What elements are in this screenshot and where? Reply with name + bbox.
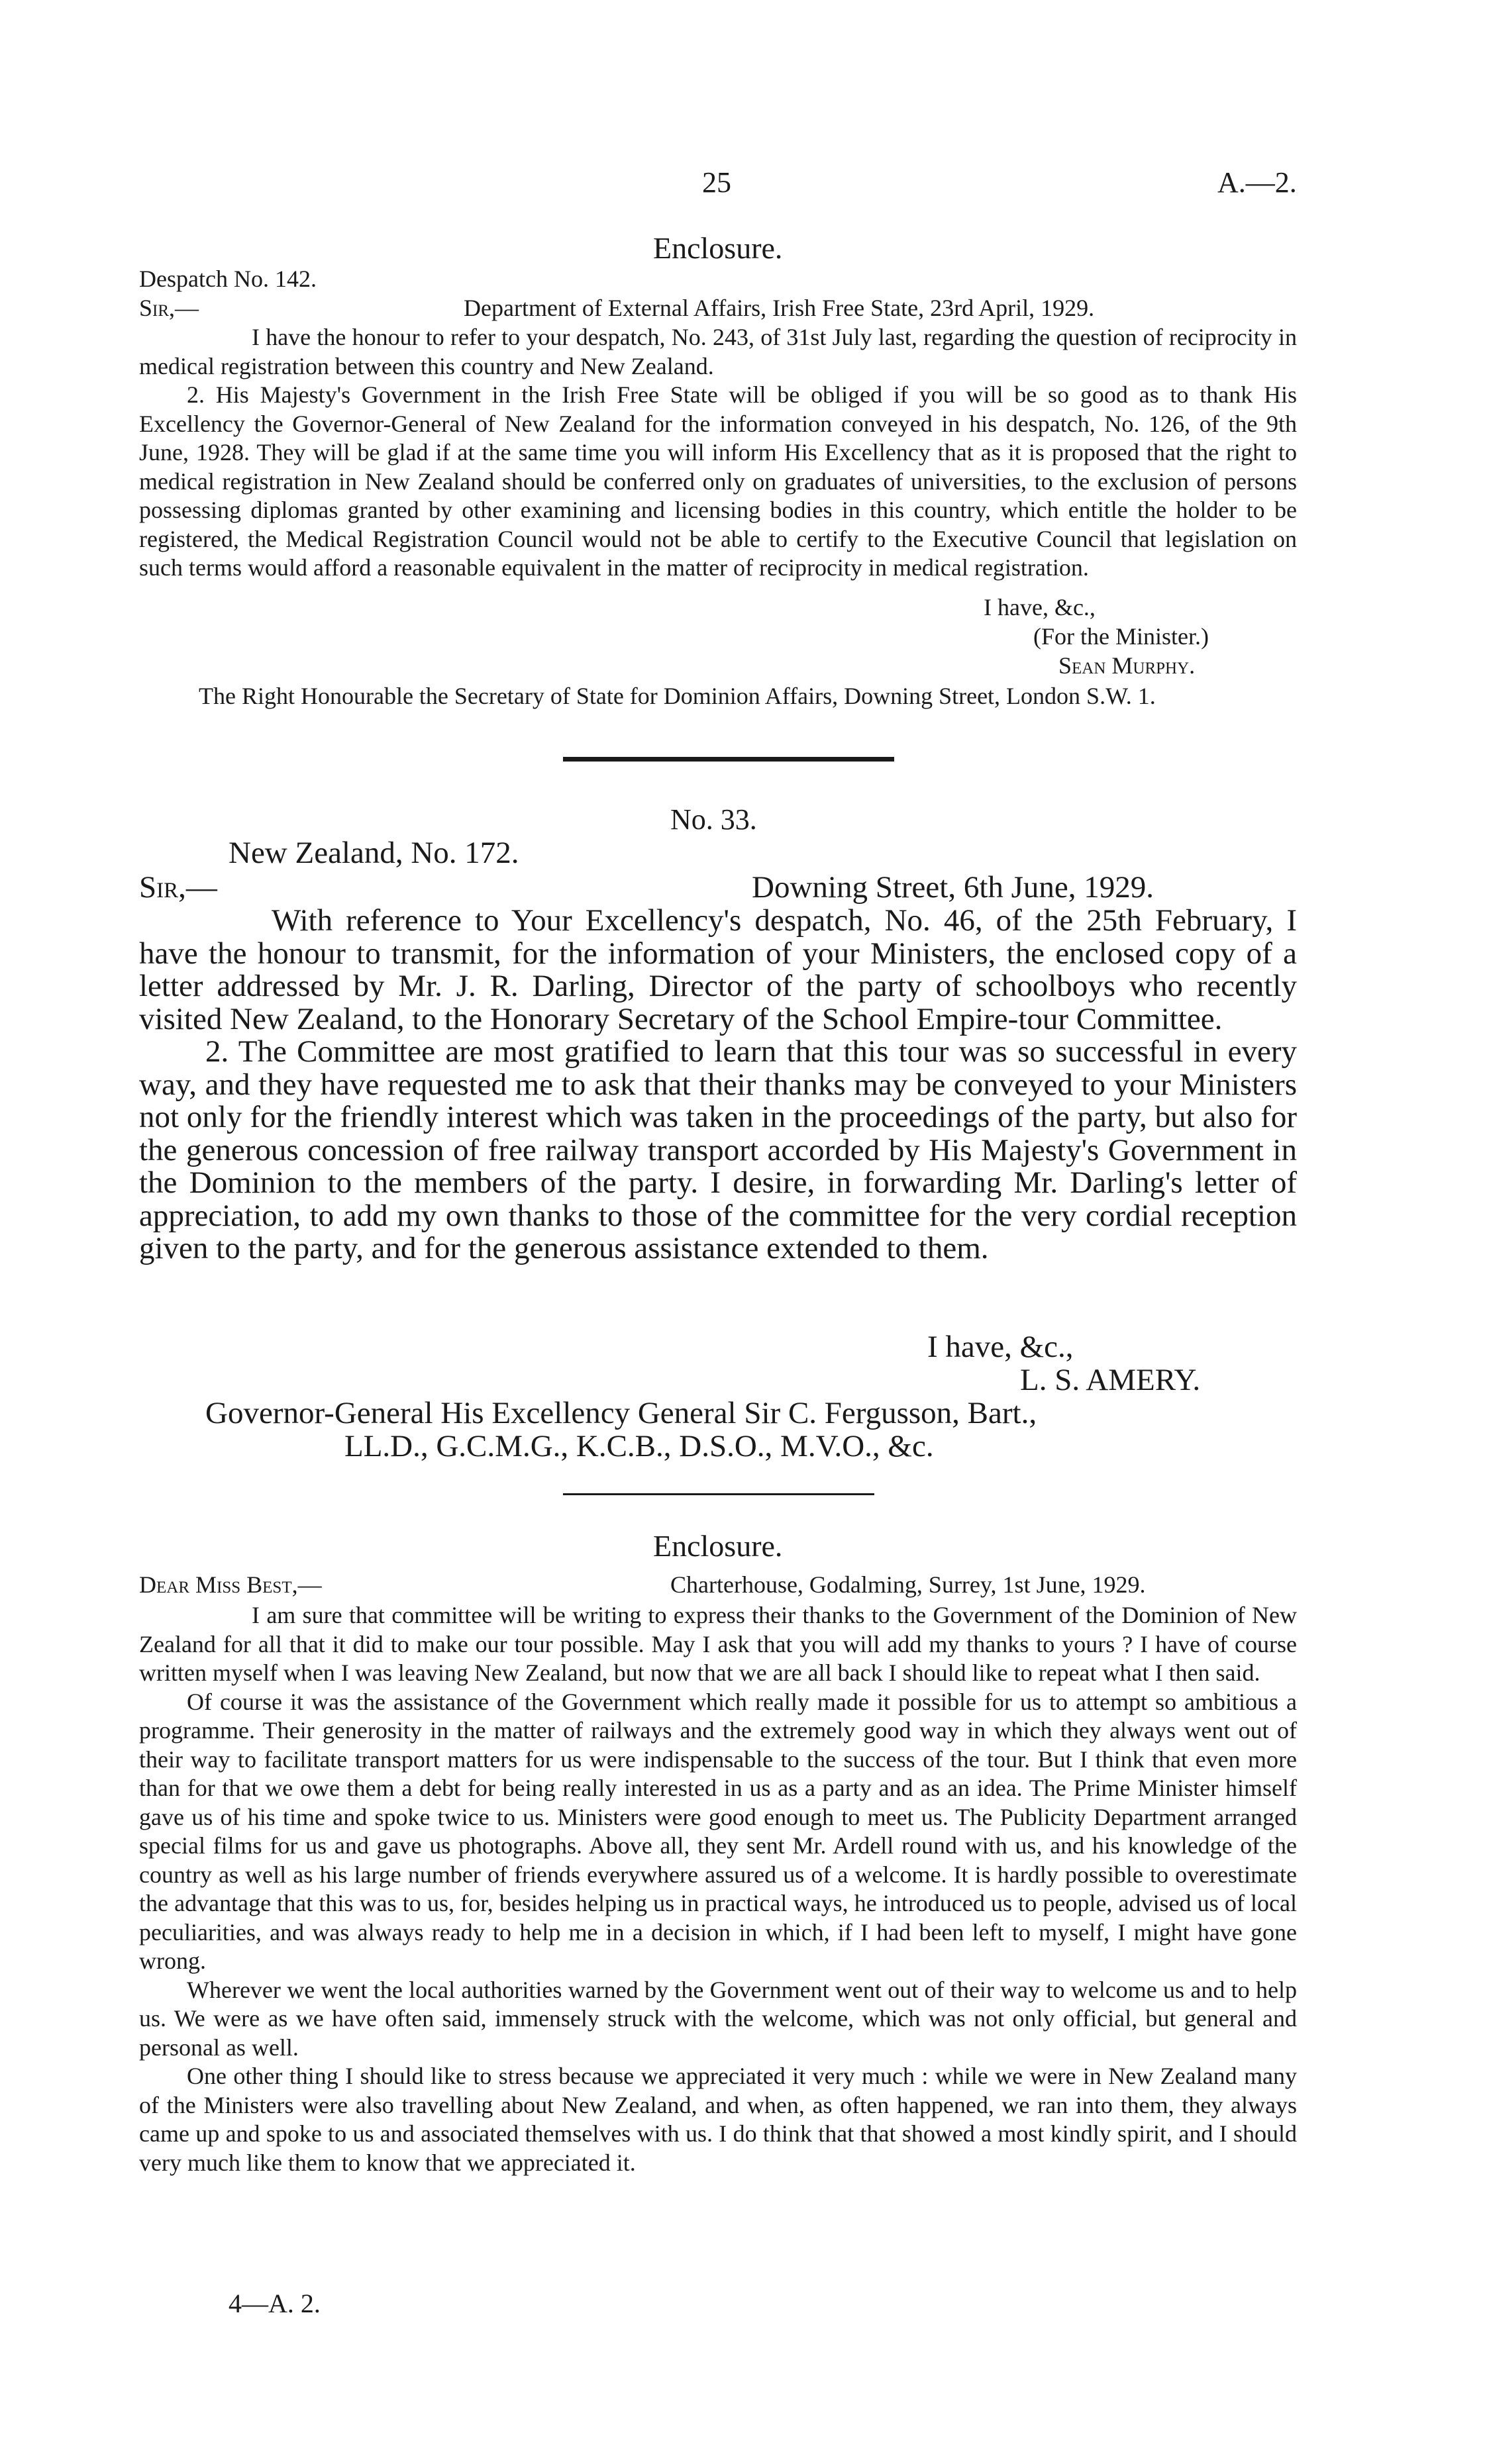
signature: Sean Murphy. (1058, 652, 1196, 679)
salutation: Sir,— (139, 870, 217, 905)
signature-mark: 4—A. 2. (229, 2289, 321, 2318)
letter-body (139, 1601, 1297, 2177)
paragraph: 2. The Committee are most gratified to learn that this tour was so successful in every way, and they have requested me to ask that their thanks may be conveyed to your Ministers not only for the friendly interest which was taken in the proceedings of the party, but also for the generous concession of free railway transport accorded by His Majesty's Government in the Dominion to the members of the party. I desire, in forwarding Mr. Darling's letter of appreciation, to add my own thanks to those of the committee for the very cordial reception given to the party, and for the generous assistance extended to them. (139, 1034, 1297, 1265)
despatch-reference: New Zealand, No. 172. (229, 836, 519, 870)
page-number: 25 (702, 166, 731, 199)
for-minister: (For the Minister.) (1033, 623, 1209, 650)
paragraph: I am sure that committee will be writing to express their thanks to the Government of the Dominion of New Zealand for all that it did to make our tour possible. May I ask that you will add my thanks to yours ? I have of course written myself when I was leaving New Zealand, but now that we are all back I should like to repeat what I then said. (139, 1602, 1297, 1686)
dateline: Downing Street, 6th June, 1929. (752, 870, 1154, 905)
document-reference: A.—2. (1217, 166, 1297, 199)
closing: I have, &c., (927, 1330, 1074, 1364)
salutation: Sir,— (139, 295, 199, 321)
addressee-line: Governor-General His Excellency General Sir C. Fergusson, Bart., (205, 1396, 1037, 1430)
despatch-142-body (139, 323, 1297, 583)
salutation: Dear Miss Best,— (139, 1571, 322, 1598)
despatch-number: No. 33. (670, 803, 757, 836)
enclosure-heading: Enclosure. (653, 1529, 783, 1563)
paragraph: With reference to Your Excellency's despatch, No. 46, of the 25th February, I have the honour to transmit, for the information of your Ministers, the enclosed copy of a letter addressed by Mr. J. R. Darling, Director of the party of schoolboys who recently visited New Zealand, to the Honorary Secretary of the School Empire-tour Committee. (139, 903, 1297, 1036)
addressee-line: LL.D., G.C.M.G., K.C.B., D.S.O., M.V.O., &c. (344, 1429, 934, 1463)
paragraph: Of course it was the assistance of the Government which really made it possible for us to attempt so ambitious a programme. Their generosity in the matter of railways and the extremely good way in which they always went out of their way to facilitate transport matters for us were indispensable to the success of the tour. But I think that even more than for that we owe them a debt for being really interested in us as a party and as an idea. The Prime Minister himself gave us of his time and spoke twice to us. Ministers were good enough to meet us. The Publicity Department arranged special films for us and gave us photographs. Above all, they sent Mr. Ardell round with us, and his knowledge of the country as well as his large number of friends everywhere assured us of a welcome. It is hardly possible to overestimate the advantage that this was to us, for, besides helping us in practical ways, he introduced us to people, advised us of local peculiarities, and was always ready to help me in a decision in which, if I had been left to myself, I might have gone wrong. (139, 1688, 1297, 1974)
signature: L. S. AMERY. (1020, 1363, 1201, 1397)
addressee: The Right Honourable the Secretary of State for Dominion Affairs, Downing Street, London S.W. 1. (199, 683, 1156, 709)
closing: I have, &c., (984, 594, 1096, 620)
section-divider (563, 757, 894, 762)
despatch-number: Despatch No. 142. (139, 266, 317, 292)
enclosure-heading: Enclosure. (653, 231, 783, 265)
section-divider (563, 1493, 874, 1495)
paragraph: I have the honour to refer to your despatch, No. 243, of 31st July last, regarding the question of reciprocity in medical registration between this country and New Zealand. (139, 324, 1297, 379)
dateline: Department of External Affairs, Irish Free State, 23rd April, 1929. (464, 295, 1095, 321)
paragraph: Wherever we went the local authorities warned by the Government went out of their way to welcome us and to help us. We were as we have often said, immensely struck with the welcome, which was not only official, but general and personal as well. (139, 1976, 1297, 2061)
dateline: Charterhouse, Godalming, Surrey, 1st June, 1929. (670, 1571, 1146, 1598)
paragraph: One other thing I should like to stress because we appreciated it very much : while we were in New Zealand many of the Ministers were also travelling about New Zealand, and when, as often happened, we ran into them, they always came up and spoke to us and associated themselves with us. I do think that that showed a most kindly spirit, and I should very much like them to know that we appreciated it. (139, 2063, 1297, 2176)
despatch-33-body (139, 905, 1297, 1265)
paragraph: 2. His Majesty's Government in the Irish Free State will be obliged if you will be so good as to thank His Excellency the Governor-General of New Zealand for the information conveyed in his despatch, No. 126, of the 9th June, 1928. They will be glad if at the same time you will inform His Excellency that as it is proposed that the right to medical registration in New Zealand should be conferred only on graduates of universities, to the exclusion of persons possessing diplomas granted by other examining and licensing bodies in this country, which entitle the holder to be registered, the Medical Registration Council would not be able to certify to the Executive Council that legislation on such terms would afford a reasonable equivalent in the matter of reciprocity in medical registration. (139, 381, 1297, 581)
